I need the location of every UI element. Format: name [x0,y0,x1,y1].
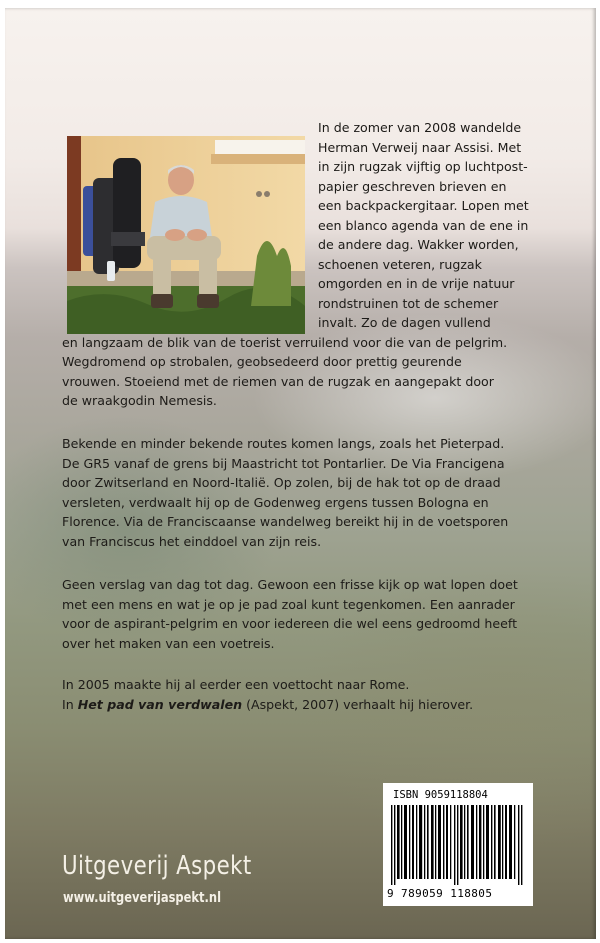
blurb-line: versleten, verdwaalt hij op de Godenweg ergens tussen Bologna en [62,494,489,510]
blurb-line: Herman Verweij naar Assisi. Met [318,139,522,155]
blurb-line: van Franciscus het einddoel van zijn reis. [62,533,322,549]
book-title: Het pad van verdwalen [77,696,243,712]
blurb-line: voor de aspirant-pelgrim en voor iedereen die wel eens gedroomd heeft [62,616,518,631]
publisher-name: Uitgeverij Aspekt [62,851,252,881]
blurb-line: door Zwitserland en Noord-Italië. Op zolen, bij de hak tot op de draad [62,475,501,490]
blurb-suffix: (Aspekt, 2007) verhaalt hij hierover. [242,696,474,712]
blurb-line: Bekende en minder bekende routes komen langs, zoals het Pieterpad. [62,436,505,451]
blurb-line: omgorden en in de vrije natuur [318,276,515,291]
blurb-prefix: In [62,696,78,712]
ean-digits: 9 789059 118805 [387,887,493,900]
blurb-line: rondstruinen tot de schemer [318,295,499,311]
blurb-line: Geen verslag van dag tot dag. Gewoon een frisse kijk op wat lopen doet [62,577,518,592]
blurb-last-line [62,695,473,715]
blurb-line: schoenen veteren, rugzak [318,256,482,272]
blurb-line: In de zomer van 2008 wandelde [318,120,522,135]
publisher-website: www.uitgeverijaspekt.nl [63,890,222,906]
blurb-line: in zijn rugzak vijftig op luchtpost- [318,159,528,174]
blurb-line: een blanco agenda van de ene in [318,217,529,233]
blurb-line: de wraakgodin Nemesis. [62,393,217,408]
isbn-label: ISBN 9059118804 [393,789,488,801]
barcode-bars [391,805,525,885]
blurb-line: vrouwen. Stoeiend met de riemen van de rugzak en aangepakt door [62,373,494,389]
blurb-line: De GR5 vanaf de grens bij Maastricht tot Pontarlier. De Via Francigena [62,455,505,471]
blurb-line: met een mens en wat je op je pad zoal kunt tegenkomen. Een aanrader [62,596,515,612]
barcode [383,783,533,906]
blurb-line: invalt. Zo de dagen vullend [318,315,491,330]
blurb-line: papier geschreven brieven en [318,178,507,194]
back-cover [5,8,596,939]
blurb-line: de andere dag. Wakker worden, [318,237,519,252]
blurb-line: Florence. Via de Franciscaanse wandelweg bereikt hij in de voetsporen [62,514,509,529]
blurb-line: en langzaam de blik van de toerist verruilend voor die van de pelgrim. [62,334,508,350]
blurb-line: een backpackergitaar. Lopen met [318,198,529,213]
blurb-line: In 2005 maakte hij al eerder een voettocht naar Rome. [62,677,410,692]
blurb-line: Wegdromend op strobalen, geobsedeerd door prettig geurende [62,354,462,369]
blurb-line: over het maken van een voetreis. [62,635,275,651]
